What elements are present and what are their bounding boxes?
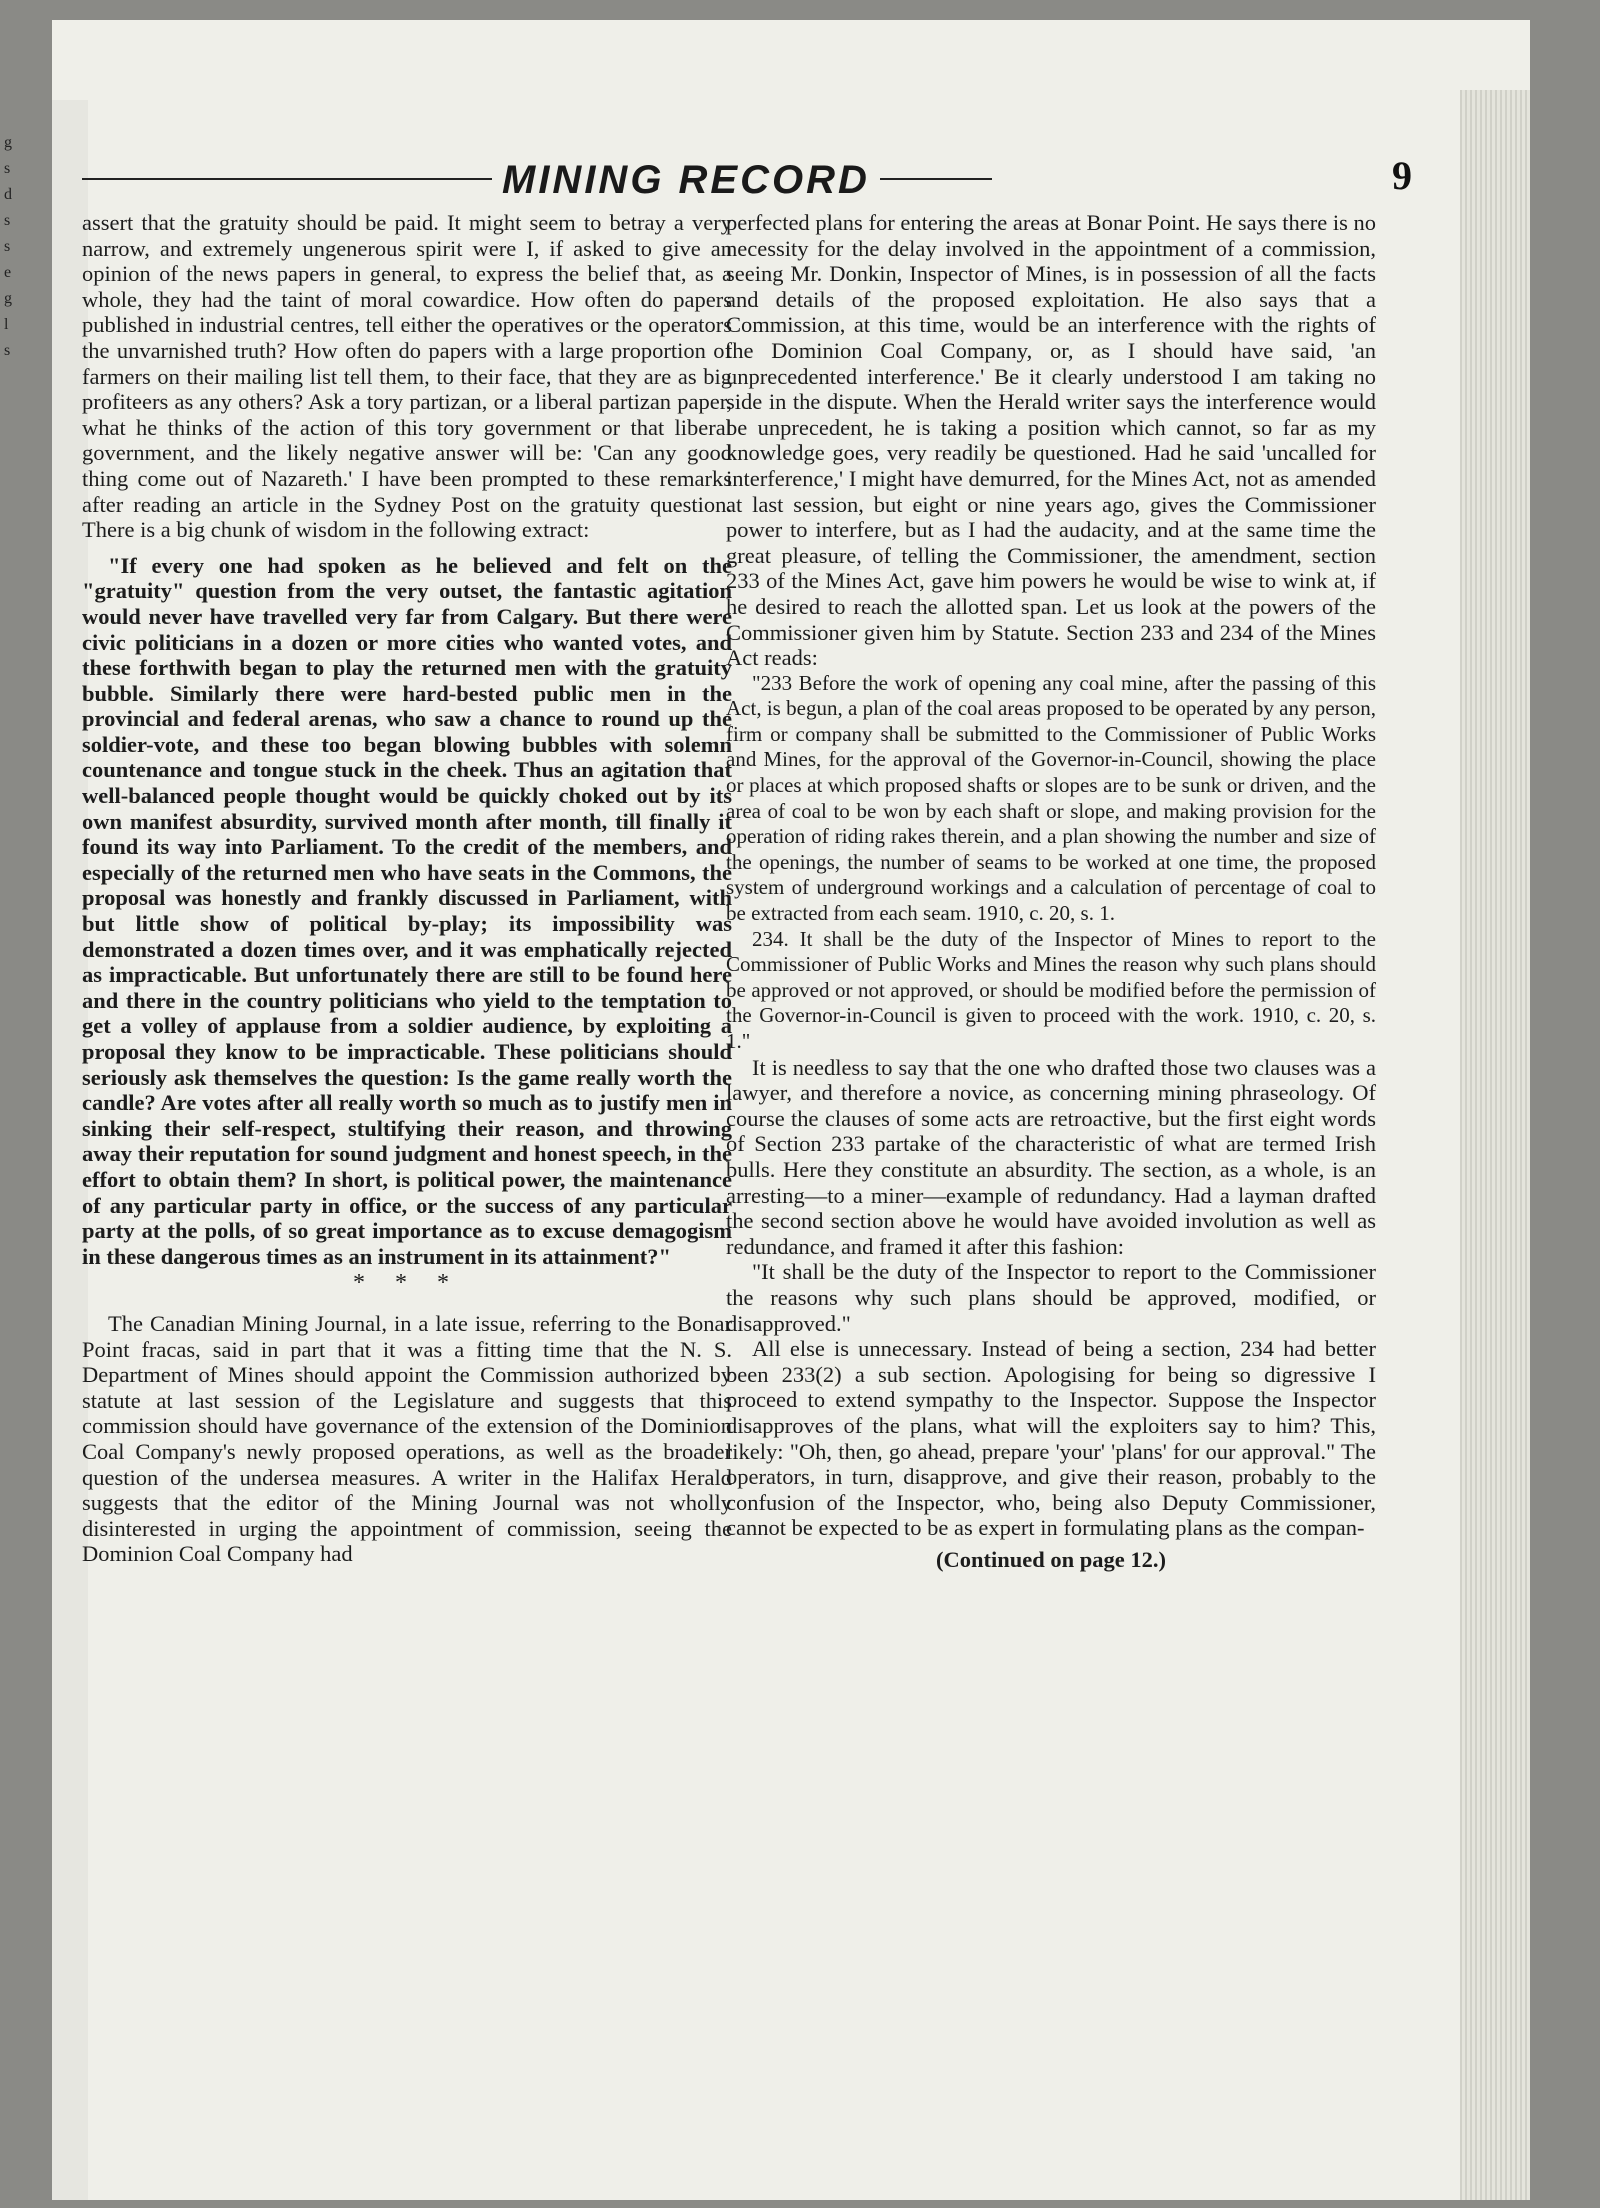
margin-letter: e — [4, 264, 12, 281]
right-paragraph-4: All else is unnecessary. Instead of being a section, 234 had better been 233(2) a sub section. Apologising for being so digressive I proceed to extend sympathy to the Inspector. Suppose the Inspector disapproves of the plans, what will the exploiters say to him? This, likely: "Oh, then, go ahead, prepare 'your' 'plans' for our approval." The operators, in turn, disapprove, and give their reason, probably to the confusion of the Inspector, who, being also Deputy Commissioner, cannot be expected to be as expert in formulating plans as the compan- — [726, 1336, 1376, 1541]
margin-letter: g — [4, 134, 12, 151]
section-234-quote: 234. It shall be the duty of the Inspector of Mines to report to the Commissioner of Public Works and Mines the reason why such plans should be approved or not approved, or should be modified before the permission of the Governor-in-Council is given to proceed with the work. 1910, c. 20, s. 1." — [726, 926, 1376, 1053]
margin-letter: s — [4, 160, 11, 177]
left-column — [82, 210, 732, 1567]
right-paragraph-2: It is needless to say that the one who drafted those two clauses was a lawyer, and therefore a novice, as concerning mining phraseology. Of course the clauses of some acts are retroactive, but the first eight words of Section 233 partake of the characteristic of what are termed Irish bulls. Here they constitute an absurdity. The section, as a whole, is an arresting—to a miner—example of redundancy. Had a layman drafted the second section above he would have avoided involution as well as redundance, and framed it after this fashion: — [726, 1054, 1376, 1259]
margin-letter: l — [4, 316, 9, 333]
margin-letter: s — [4, 238, 11, 255]
facing-page-margin-letters — [4, 130, 20, 364]
continued-note: (Continued on page 12.) — [935, 1546, 1167, 1572]
margin-letter: g — [4, 290, 12, 307]
page-number: 9 — [1392, 153, 1412, 198]
left-paragraph-1: assert that the gratuity should be paid. It might seem to betray a very narrow, and extremely ungenerous spirit were I, if asked to give an opinion of the news papers in general, to express the belief that, as a whole, they had the taint of moral cowardice. How often do papers published in industrial centres, tell either the operatives or the operators the unvarnished truth? How often do papers with a large proportion of farmers on their mailing list tell them, to their face, that they are as big profiteers as any others? Ask a tory partizan, or a liberal partizan paper, what he thinks of the action of this tory government or that liberal government, and the likely negative answer will be: 'Can any good thing come out of Nazareth.' I have been prompted to these remarks after reading an article in the Sydney Post on the gratuity question. There is a big chunk of wisdom in the following extract: — [82, 210, 732, 543]
right-column — [726, 210, 1376, 1572]
document-page — [52, 20, 1530, 2200]
sydney-post-quote: "If every one had spoken as he believed and felt on the "gratuity" question from the very outset, the fantastic agitation would never have travelled very far from Calgary. But there were civic politicians in a dozen or more cities who wanted votes, and these forthwith began to play the returned men with the gratuity bubble. Similarly there were hard-bested public men in the provincial and federal arenas, who saw a chance to round up the soldier-vote, and these too began blowing bubbles with solemn countenance and tongue stuck in the cheek. Thus an agitation that well-balanced people thought would be quickly choked out by its own manifest absurdity, survived month after month, till finally it found its way into Parliament. To the credit of the members, and especially of the returned men who have seats in the Commons, the proposal was honestly and frankly discussed in Parliament, with but little show of political by-play; its impossibility was demonstrated a dozen times over, and it was emphatically rejected as impracticable. But unfortunately there are still to be found here and there in the country politicians who yield to the temptation to get a volley of applause from a soldier audience, by exploiting a proposal they know to be impracticable. These politicians should seriously ask themselves the question: Is the game really worth the candle? Are votes after all really worth so much as to justify men in sinking their self-respect, stultifying their reason, and throwing away their reputation for sound judgment and honest speech, in the effort to obtain them? In short, is political power, the maintenance of any particular party in office, or the success of any particular party at the polls, of so great importance as to excuse demagogism in these dangerous times as an instrument in its attainment?" — [82, 552, 732, 1269]
left-paragraph-2: The Canadian Mining Journal, in a late issue, referring to the Bonar Point fracas, said in part that it was a fitting time that the N. S. Department of Mines should appoint the Commission authorized by statute at last session of the Legislature and suggests that this commission should have governance of the extension of the Dominion Coal Company's newly proposed operations, as well as the broader question of the undersea measures. A writer in the Halifax Herald suggests that the editor of the Mining Journal was not wholly disinterested in urging the appointment of commission, seeing the Dominion Coal Company had — [82, 1310, 732, 1567]
right-paragraph-1: perfected plans for entering the areas at Bonar Point. He says there is no necessity for the delay involved in the appointment of a commission, seeing Mr. Donkin, Inspector of Mines, is in possession of all the facts and details of the proposed exploitation. He also says that a Commission, at this time, would be an interference with the rights of the Dominion Coal Company, or, as I should have said, 'an unprecedented interference.' Be it clearly understood I am taking no side in the dispute. When the Herald writer says the interference would be unprecedent, he is taking a position which cannot, so far as my knowledge goes, very readily be questioned. Had he said 'uncalled for interference,' I might have demurred, for the Mines Act, not as amended at last session, but eight or nine years ago, gives the Commissioner power to interfere, but as I had the audacity, and at the same time the great pleasure, of telling the Commissioner, the amendment, section 233 of the Mines Act, gave him powers he would be wise to wink at, if he desired to reach the allotted span. Let us look at the powers of the Commissioner given him by Statute. Section 233 and 234 of the Mines Act reads: — [726, 210, 1376, 671]
section-divider-stars: * * * — [353, 1270, 461, 1297]
right-paragraph-3: "It shall be the duty of the Inspector to report to the Commissioner the reasons why such plans should be approved, modified, or disapproved." — [726, 1259, 1376, 1336]
section-233-quote: "233 Before the work of opening any coal mine, after the passing of this Act, is begun, a plan of the coal areas proposed to be operated by any person, firm or company shall be submitted to the Commissioner of Public Works and Mines, for the approval of the Governor-in-Council, showing the place or places at which proposed shafts or slopes are to be sunk or driven, and the area of coal to be won by each shaft or slope, and making provision for the operation of riding rakes therein, and a plan showing the number and size of the openings, the number of seams to be worked at one time, the proposed system of underground workings and a calculation of percentage of coal to be extracted from each seam. 1910, c. 20, s. 1. — [726, 670, 1376, 926]
publication-title: MINING RECORD — [492, 158, 880, 203]
book-spine-edge — [1460, 90, 1530, 2200]
margin-letter: s — [4, 212, 11, 229]
margin-letter: d — [4, 186, 12, 203]
margin-letter: s — [4, 342, 11, 359]
page-header — [82, 140, 1412, 210]
